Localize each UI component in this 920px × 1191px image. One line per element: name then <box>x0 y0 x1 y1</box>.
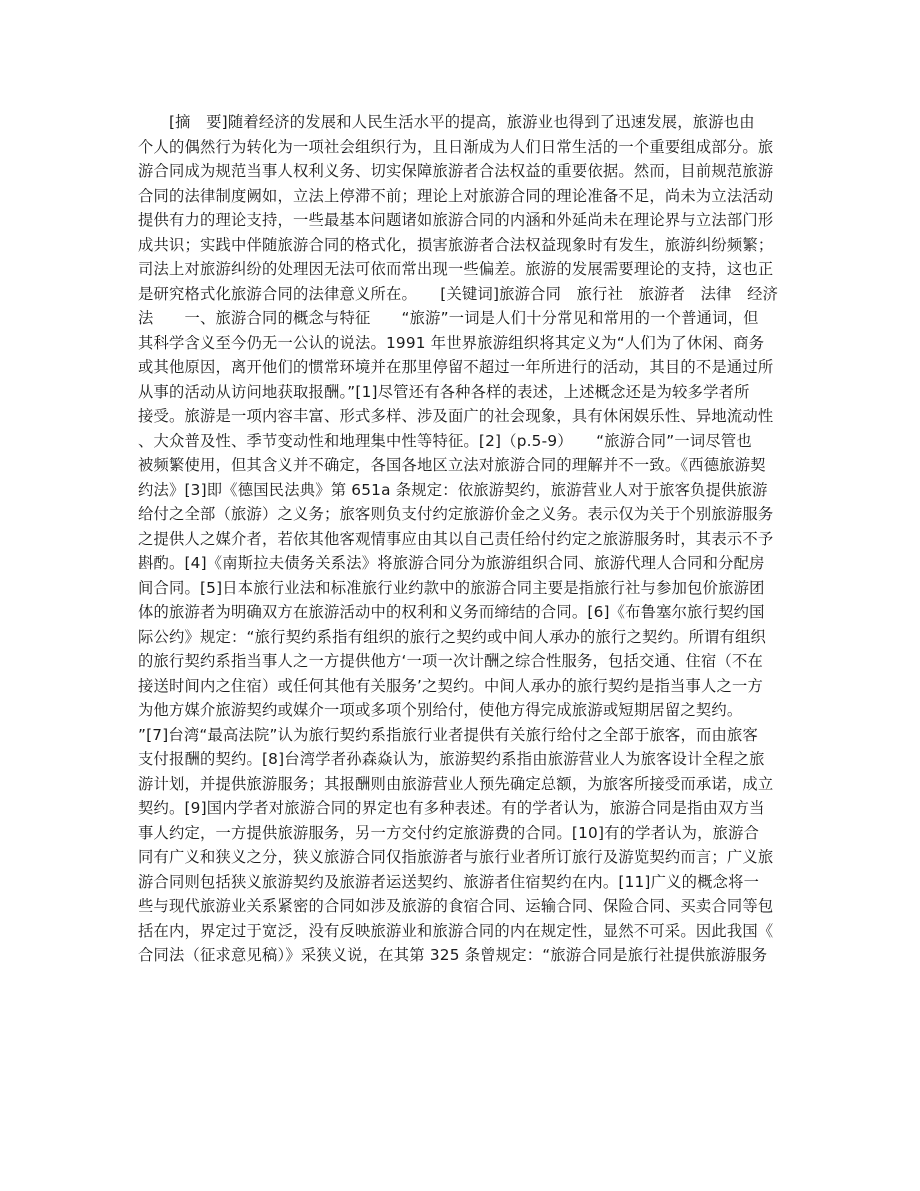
text-line: 体的旅游者为明确双方在旅游活动中的权利和义务而缔结的合同。[6]《布鲁塞尔旅行契约国 <box>138 603 765 621</box>
text-line: 接送时间内之住宿）或任何其他有关服务’之契约。中间人承办的旅行契约是指当事人之一方 <box>138 676 763 695</box>
text-line: 契约。[9]国内学者对旅游合同的界定也有多种表述。有的学者认为，旅游合同是指由双方当 <box>138 799 765 817</box>
text-line: 司法上对旅游纠纷的处理因无法可依而常出现一些偏差。旅游的发展需要理论的支持，这也正 <box>138 260 774 278</box>
text-line: 合同法（征求意见稿）》采狭义说，在其第 325 条曾规定：“旅游合同是旅行社提供旅游服务 <box>138 946 768 964</box>
text-line: ”[7]台湾“最高法院”认为旅行契约系指旅行业者提供有关旅行给付之全部于旅客，而由旅客 <box>138 725 759 744</box>
text-line: 、大众普及性、季节变动性和地理集中性等特征。[2]（p.5-9） “旅游合同”一词尽管也 <box>138 431 752 450</box>
text-line: [摘 要]随着经济的发展和人民生活水平的提高，旅游业也得到了迅速发展，旅游也由 <box>138 113 755 131</box>
text-line: 之提供人之媒介者，若依其他客观情事应由其以自己责任给付约定之旅游服务时，其表示不予 <box>138 529 774 548</box>
text-line: 事人约定，一方提供旅游服务，另一方交付约定旅游费的合同。[10]有的学者认为，旅游合 <box>138 823 760 842</box>
text-line: 给付之全部（旅游）之义务；旅客则负支付约定旅游价金之义务。表示仅为关于个别旅游服务 <box>138 505 774 523</box>
text-line: 被频繁使用，但其含义并不确定，各国各地区立法对旅游合同的理解并不一致。《西德旅游契 <box>138 456 766 474</box>
text-line: 同有广义和狭义之分，狭义旅游合同仅指旅游者与旅行业者所订旅行及游览契约而言；广义旅 <box>138 848 774 866</box>
text-line: 合同的法律制度阙如，立法上停滞不前；理论上对旅游合同的理论准备不足，尚未为立法活动 <box>138 186 774 205</box>
text-line: 是研究格式化旅游合同的法律意义所在。 [关键词]旅游合同 旅行社 旅游者 法律 经济 <box>138 284 779 303</box>
text-line: 些与现代旅游业关系紧密的合同如涉及旅游的食宿合同、运输合同、保险合同、买卖合同等包 <box>138 897 774 915</box>
text-line: 从事的活动从访问地获取报酬。”[1]尽管还有各种各样的表述，上述概念还是为较多学者所 <box>138 382 750 401</box>
text-line: 支付报酬的契约。[8]台湾学者孙森焱认为，旅游契约系指由旅游营业人为旅客设计全程之旅 <box>138 750 765 768</box>
text-line: 约法》[3]即《德国民法典》第 651a 条规定：依旅游契约，旅游营业人对于旅客负提供旅游 <box>138 480 768 499</box>
body-text <box>138 110 788 968</box>
text-line: 其科学含义至今仍无一公认的说法。1991 年世界旅游组织将其定义为“人们为了休闲、商务 <box>138 333 765 352</box>
text-line: 游合同成为规范当事人权利义务、切实保障旅游者合法权益的重要依据。然而，目前规范旅游 <box>138 162 774 180</box>
text-line: 际公约》规定：“旅行契约系指有组织的旅行之契约或中间人承办的旅行之契约。所谓有组织 <box>138 627 767 646</box>
text-line: 或其他原因，离开他们的惯常环境并在那里停留不超过一年所进行的活动，其目的不是通过所 <box>138 358 774 376</box>
text-line: 接受。旅游是一项内容丰富、形式多样、涉及面广的社会现象，具有休闲娱乐性、异地流动性 <box>138 407 774 425</box>
text-line: 斟酌。[4]《南斯拉夫债务关系法》将旅游合同分为旅游组织合同、旅游代理人合同和分配房 <box>138 554 765 572</box>
text-line: 提供有力的理论支持，一些最基本问题诸如旅游合同的内涵和外延尚未在理论界与立法部门形 <box>138 211 774 229</box>
text-line: 间合同。[5]日本旅行业法和标准旅行业约款中的旅游合同主要是指旅行社与参加包价旅游团 <box>138 578 765 597</box>
text-line: 的旅行契约系指当事人之一方提供他方‘一项一次计酬之综合性服务，包括交通、住宿（不在 <box>138 652 763 670</box>
text-line: 括在内，界定过于宽泛，没有反映旅游业和旅游合同的内在规定性，显然不可采。因此我国《 <box>138 921 774 940</box>
text-line: 游计划，并提供旅游服务；其报酬则由旅游营业人预先确定总额，为旅客所接受而承诺，成立 <box>138 774 774 793</box>
text-line: 法 一、旅游合同的概念与特征 “旅游”一词是人们十分常见和常用的一个普通词，但 <box>138 309 759 327</box>
text-line: 为他方媒介旅游契约或媒介一项或多项个别给付，使他方得完成旅游或短期居留之契约。 <box>138 701 743 719</box>
text-line: 成共识；实践中伴随旅游合同的格式化，损害旅游者合法权益现象时有发生，旅游纠纷频繁； <box>138 235 774 254</box>
text-line: 个人的偶然行为转化为一项社会组织行为，且日渐成为人们日常生活的一个重要组成部分。旅 <box>138 137 774 156</box>
text-line: 游合同则包括狭义旅游契约及旅游者运送契约、旅游者住宿契约在内。[11]广义的概念将一 <box>138 872 760 891</box>
